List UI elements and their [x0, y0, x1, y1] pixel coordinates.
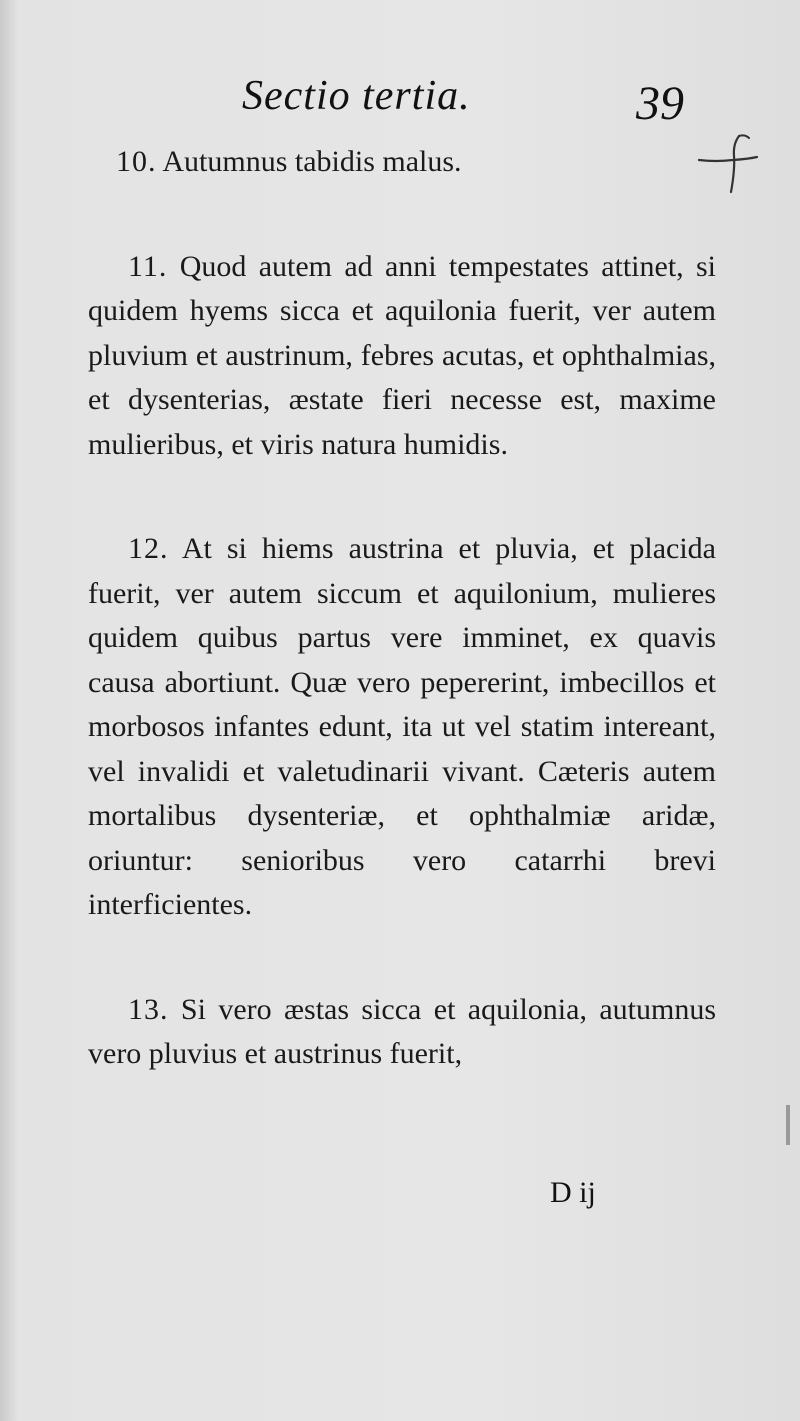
aphorism-number: 12.	[128, 532, 169, 565]
aphorism-text: At si hiems austrina et pluvia, et placida fuerit, ver autem siccum et aquilonium, mulieres quidem quibus partus vere imminet, ex quavis causa abortiunt. Quæ vero pepererint, imbecillos et morbosos infantes edunt, ita ut vel statim intereant, vel invalidi et valetudinarii vivant. Cæteris autem mortalibus dysenteriæ, et ophthalmiæ aridæ, oriuntur: senioribus vero catarrhi brevi interficientes.	[88, 532, 716, 921]
spacer	[88, 928, 716, 988]
signature-mark: D ij	[550, 1176, 596, 1209]
running-title: Sectio tertia.	[242, 73, 471, 119]
aphorism-12	[88, 527, 716, 928]
aphorism-11	[88, 245, 716, 468]
aphorism-13	[88, 988, 716, 1077]
aphorism-text: Autumnus tabidis malus.	[162, 145, 462, 178]
aphorism-text: Si vero æstas sicca et aquilonia, autumnus vero pluvius et austrinus fuerit,	[88, 992, 717, 1070]
aphorism-number: 10.	[116, 145, 157, 178]
spacer	[88, 185, 716, 245]
page-header	[0, 62, 800, 132]
page-body	[88, 140, 716, 1077]
aphorism-number: 13.	[128, 992, 169, 1026]
aphorism-10	[88, 140, 716, 185]
page-number: 39	[636, 77, 684, 130]
spacer	[88, 467, 716, 527]
page-edge-mark	[786, 1105, 790, 1145]
aphorism-text: Quod autem ad anni tempestates attinet, si quidem hyems sicca et aquilonia fuerit, ver autem pluvium et austrinum, febres acutas, et ophthalmias, et dysenterias, æstate fieri necesse est, maxime mulieribus, et viris natura humidis.	[88, 249, 716, 461]
aphorism-number: 11.	[128, 249, 168, 283]
